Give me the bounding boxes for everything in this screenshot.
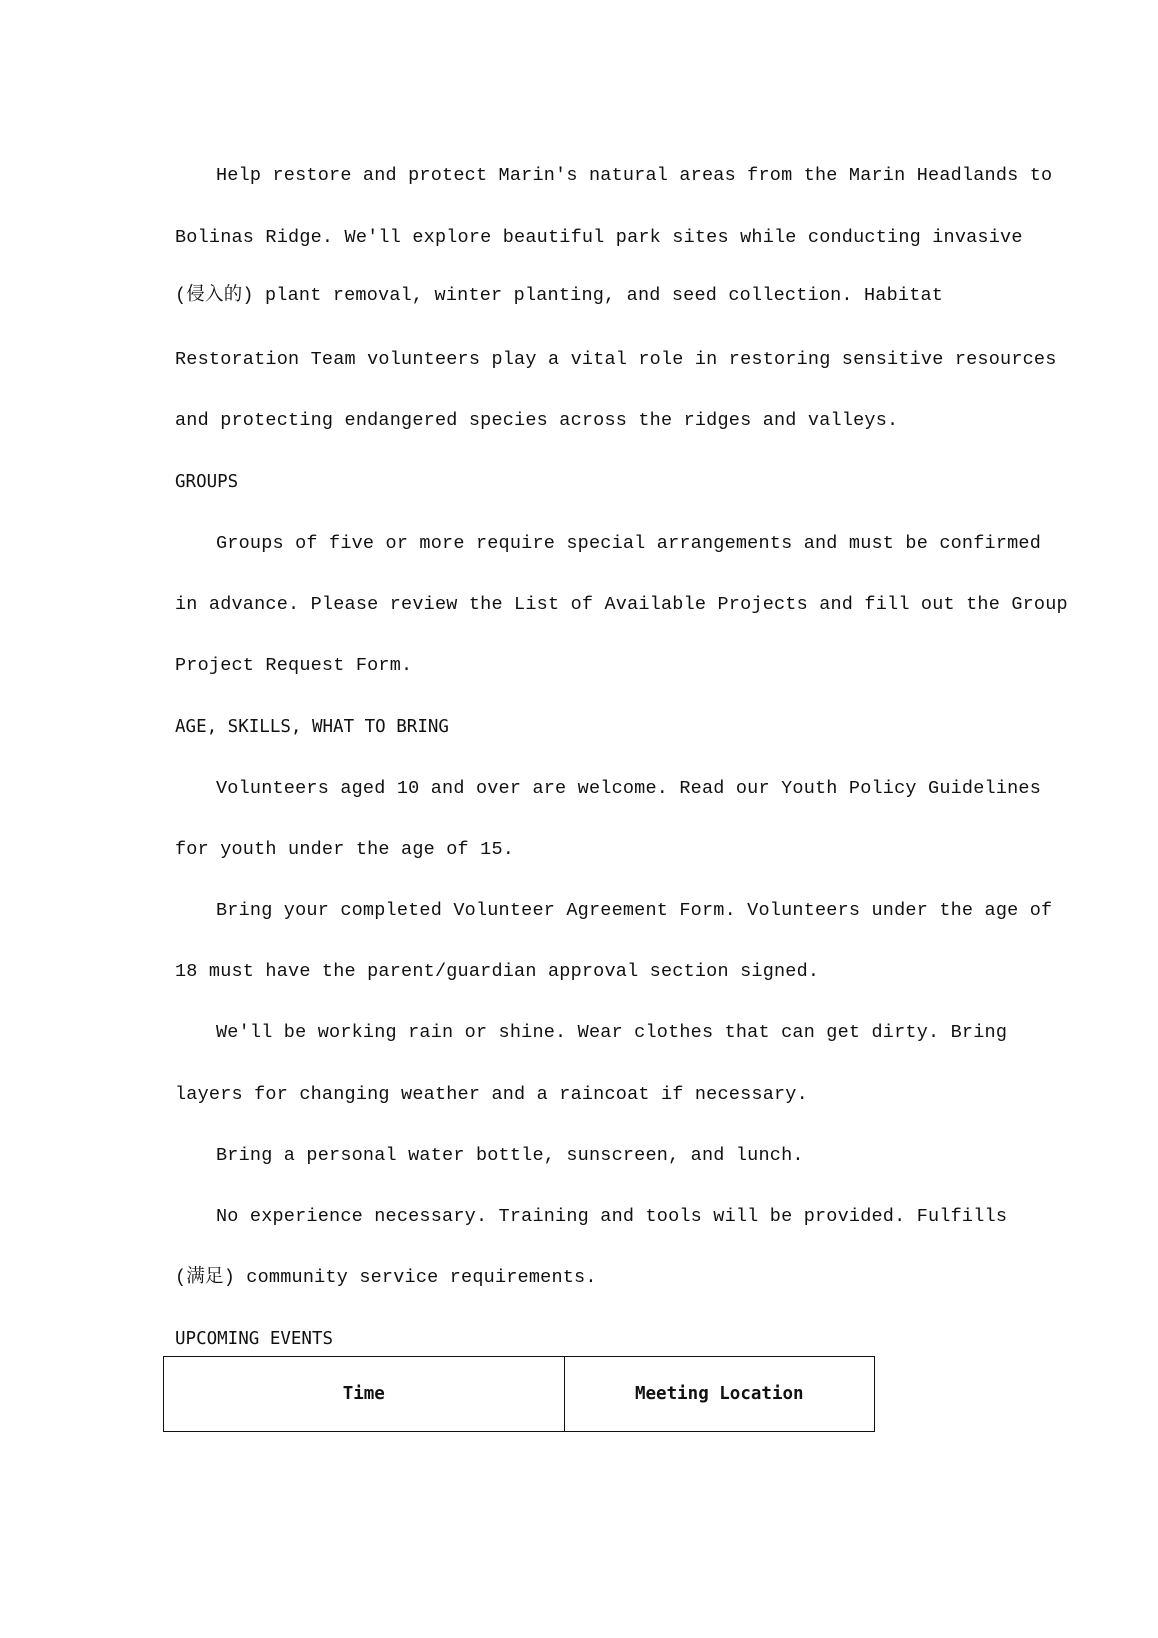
groups-line-1: Groups of five or more require special arrangements and must be confirmed [216,533,1042,554]
intro-line-2: Bolinas Ridge. We'll explore beautiful park sites while conducting invasive [175,227,1023,248]
intro-line-3: (侵入的) plant removal, winter planting, and seed collection. Habitat [175,285,944,306]
events-column-time: Time [164,1357,565,1432]
age-skills-heading: AGE, SKILLS, WHAT TO BRING [175,717,449,737]
intro-line-5: and protecting endangered species across the ridges and valleys. [175,410,899,431]
events-table [163,1356,875,1432]
groups-heading: GROUPS [175,472,239,492]
age-skills-line-4: 18 must have the parent/guardian approval section signed. [175,961,820,982]
groups-line-2: in advance. Please review the List of Available Projects and fill out the Group [175,594,1068,615]
age-skills-line-1: Volunteers aged 10 and over are welcome. Read our Youth Policy Guidelines [216,778,1042,799]
intro-line-4: Restoration Team volunteers play a vital role in restoring sensitive resources [175,349,1057,370]
age-skills-line-9: (满足) community service requirements. [175,1267,597,1288]
groups-line-3: Project Request Form. [175,655,413,676]
intro-line-1: Help restore and protect Marin's natural areas from the Marin Headlands to [216,165,1053,186]
events-table-header-row [164,1357,875,1432]
age-skills-line-2: for youth under the age of 15. [175,839,515,860]
events-heading: UPCOMING EVENTS [175,1329,334,1349]
events-column-meeting-location: Meeting Location [564,1357,874,1432]
age-skills-line-8: No experience necessary. Training and tools will be provided. Fulfills [216,1206,1008,1227]
age-skills-line-3: Bring your completed Volunteer Agreement Form. Volunteers under the age of [216,900,1053,921]
age-skills-line-5: We'll be working rain or shine. Wear clothes that can get dirty. Bring [216,1022,1008,1043]
age-skills-line-6: layers for changing weather and a raincoat if necessary. [175,1084,808,1105]
age-skills-line-7: Bring a personal water bottle, sunscreen, and lunch. [216,1145,804,1166]
